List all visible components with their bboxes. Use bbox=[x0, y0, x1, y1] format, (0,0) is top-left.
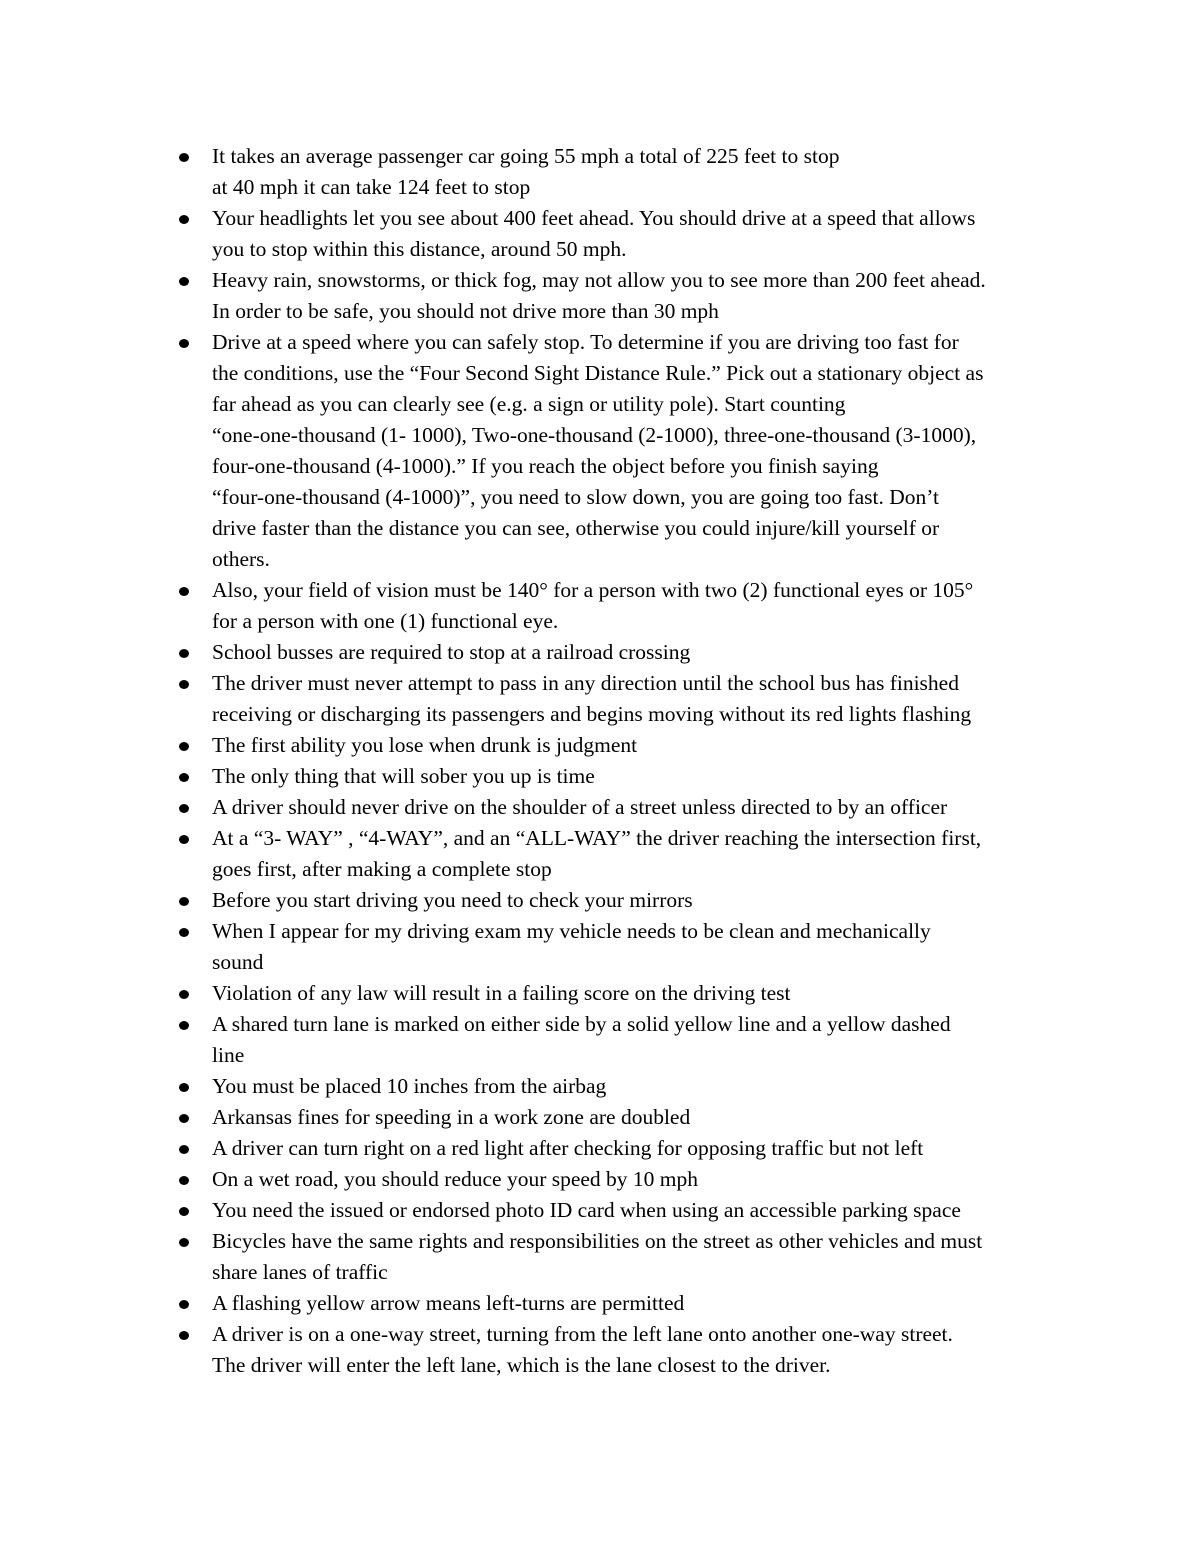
list-item bbox=[176, 668, 1076, 730]
list-item-text: Before you start driving you need to check your mirrors bbox=[212, 888, 693, 912]
bullet-icon bbox=[179, 1021, 189, 1030]
bullet-icon bbox=[179, 1083, 189, 1092]
bullet-icon bbox=[179, 773, 189, 782]
list-item bbox=[176, 1071, 1076, 1102]
bullet-icon bbox=[179, 649, 189, 658]
list-item bbox=[176, 792, 1076, 823]
bullet-icon bbox=[179, 587, 189, 596]
list-item bbox=[176, 141, 1076, 203]
list-item-text: At a “3- WAY” , “4-WAY”, and an “ALL-WAY” the driver reaching the intersection first, goes first, after making a complete stop bbox=[212, 826, 982, 881]
list-item bbox=[176, 637, 1076, 668]
list-item bbox=[176, 761, 1076, 792]
list-item-text: A driver can turn right on a red light after checking for opposing traffic but not left bbox=[212, 1136, 924, 1160]
list-item bbox=[176, 203, 1076, 265]
list-item bbox=[176, 1102, 1076, 1133]
list-item-text: Violation of any law will result in a failing score on the driving test bbox=[212, 981, 791, 1005]
list-item bbox=[176, 575, 1076, 637]
bullet-icon bbox=[179, 742, 189, 751]
bullet-icon bbox=[179, 1331, 189, 1340]
list-item bbox=[176, 1288, 1076, 1319]
driving-facts-list bbox=[176, 141, 1076, 1381]
list-item-text: Bicycles have the same rights and responsibilities on the street as other vehicles and must share lanes of traffic bbox=[212, 1229, 983, 1284]
bullet-icon bbox=[179, 277, 189, 286]
bullet-icon bbox=[179, 1238, 189, 1247]
list-item-text: The driver must never attempt to pass in any direction until the school bus has finished receiving or discharging its passengers and begins moving without its red lights flashing bbox=[212, 671, 972, 726]
list-item-text: On a wet road, you should reduce your speed by 10 mph bbox=[212, 1167, 699, 1191]
list-item bbox=[176, 1133, 1076, 1164]
bullet-icon bbox=[179, 680, 189, 689]
list-item-text: When I appear for my driving exam my vehicle needs to be clean and mechanically sound bbox=[212, 919, 931, 974]
list-item bbox=[176, 978, 1076, 1009]
list-item bbox=[176, 730, 1076, 761]
list-item bbox=[176, 1009, 1076, 1071]
list-item-text: Arkansas fines for speeding in a work zone are doubled bbox=[212, 1105, 691, 1129]
list-item-text: Your headlights let you see about 400 feet ahead. You should drive at a speed that allows you to stop within this distance, around 50 mph. bbox=[212, 206, 976, 261]
bullet-icon bbox=[179, 897, 189, 906]
bullet-icon bbox=[179, 1114, 189, 1123]
list-item-text: The first ability you lose when drunk is judgment bbox=[212, 733, 638, 757]
bullet-icon bbox=[179, 1176, 189, 1185]
list-item bbox=[176, 916, 1076, 978]
bullet-icon bbox=[179, 339, 189, 348]
bullet-icon bbox=[179, 928, 189, 937]
list-item-text: Heavy rain, snowstorms, or thick fog, may not allow you to see more than 200 feet ahead. In order to be safe, you should not drive more than 30 mph bbox=[212, 268, 986, 323]
list-item bbox=[176, 885, 1076, 916]
list-item-text: It takes an average passenger car going 55 mph a total of 225 feet to stop at 40 mph it can take 124 feet to stop bbox=[212, 144, 840, 199]
bullet-icon bbox=[179, 1145, 189, 1154]
list-item-text: A flashing yellow arrow means left-turns are permitted bbox=[212, 1291, 685, 1315]
list-item-text: A driver is on a one-way street, turning from the left lane onto another one-way street. The driver will enter the left lane, which is the lane closest to the driver. bbox=[212, 1322, 953, 1377]
bullet-icon bbox=[179, 804, 189, 813]
list-item bbox=[176, 823, 1076, 885]
list-item-text: You must be placed 10 inches from the airbag bbox=[212, 1074, 607, 1098]
bullet-icon bbox=[179, 215, 189, 224]
bullet-icon bbox=[179, 835, 189, 844]
bullet-icon bbox=[179, 153, 189, 162]
list-item-text: The only thing that will sober you up is time bbox=[212, 764, 595, 788]
list-item bbox=[176, 1164, 1076, 1195]
bullet-icon bbox=[179, 1300, 189, 1309]
list-item-text: Also, your field of vision must be 140° for a person with two (2) functional eyes or 105° for a person with one (1) functional eye. bbox=[212, 578, 974, 633]
list-item-text: Drive at a speed where you can safely stop. To determine if you are driving too fast for the conditions, use the “Four Second Sight Distance Rule.” Pick out a stationary object as far ahead as you can clearly see (e.g. a sign or utility pole). Start counting “one-one-thousand (1- 1000), Two-one-thousand (2-1000), three-one-thousand (3-1000), four-one-thousand (4-1000).” If you reach the object before you finish saying “four-one-thousand (4-1000)”, you need to slow down, you are going too fast. Don’t drive faster than the distance you can see, otherwise you could injure/kill yourself or others. bbox=[212, 330, 984, 571]
list-item-text: You need the issued or endorsed photo ID card when using an accessible parking space bbox=[212, 1198, 961, 1222]
list-item bbox=[176, 1319, 1076, 1381]
list-item bbox=[176, 265, 1076, 327]
list-item-text: School busses are required to stop at a railroad crossing bbox=[212, 640, 691, 664]
bullet-icon bbox=[179, 1207, 189, 1216]
list-item-text: A driver should never drive on the shoulder of a street unless directed to by an officer bbox=[212, 795, 948, 819]
list-item bbox=[176, 1195, 1076, 1226]
bullet-icon bbox=[179, 990, 189, 999]
list-item bbox=[176, 1226, 1076, 1288]
list-item bbox=[176, 327, 1076, 575]
list-item-text: A shared turn lane is marked on either side by a solid yellow line and a yellow dashed line bbox=[212, 1012, 951, 1067]
